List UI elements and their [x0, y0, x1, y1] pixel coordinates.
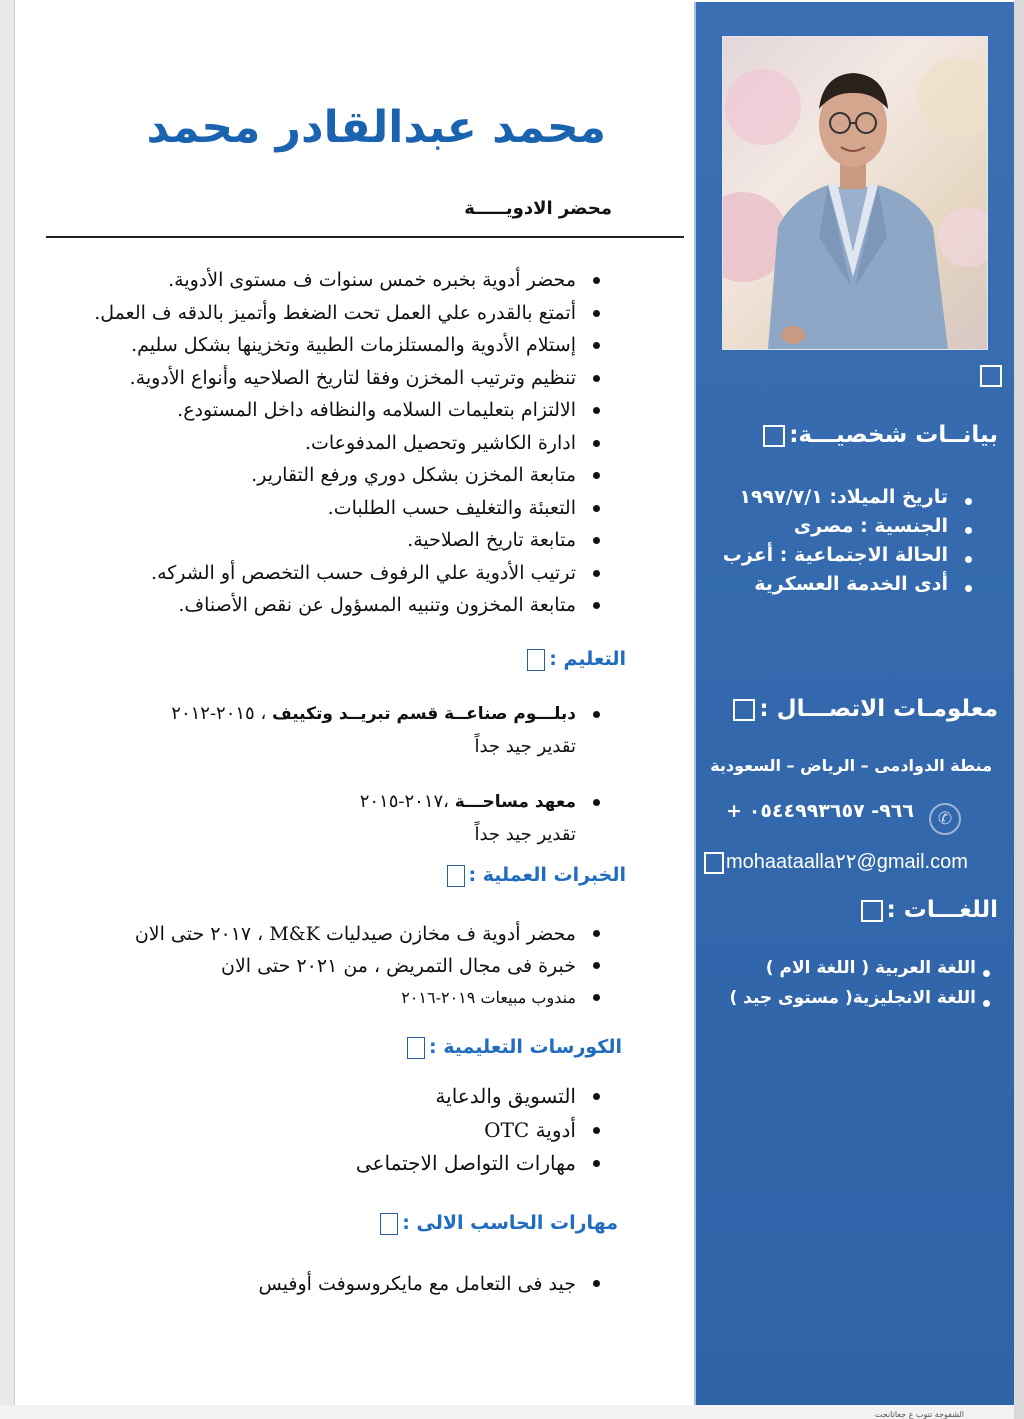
checkbox-icon: [704, 852, 724, 874]
contact-email[interactable]: mohaataalla٢٢@gmail.com: [726, 851, 968, 873]
personal-info-item: أدى الخدمة العسكرية: [723, 573, 974, 595]
computer-skills-list: [258, 1268, 606, 1300]
education-grade: تقدير جيد جداً: [474, 824, 576, 845]
profile-photo: [722, 36, 988, 350]
course-item: التسويق والدعاية: [356, 1080, 606, 1114]
page-edge: [0, 0, 15, 1419]
checkbox-icon: [527, 649, 545, 671]
summary-item: متابعة المخزن بشكل دوري ورفع التقارير.: [94, 459, 606, 492]
personal-info-item: تاريخ الميلاد: ١٩٩٧/٧/١: [723, 486, 974, 508]
phone-icon: ✆: [929, 803, 961, 835]
checkbox-icon: [733, 699, 755, 721]
summary-item: تنظيم وترتيب المخزن وفقا لتاريخ الصلاحيه وأنواع الأدوية.: [94, 362, 606, 395]
checkbox-icon: [980, 365, 1002, 387]
checkbox-icon: [447, 865, 465, 887]
checkbox-icon: [407, 1037, 425, 1059]
checkbox-icon: [861, 900, 883, 922]
education-item: [171, 698, 606, 786]
education-grade: تقدير جيد جداً: [474, 736, 576, 757]
person-name: محمد عبدالقادر محمد: [146, 102, 606, 153]
experience-heading: [447, 864, 627, 887]
education-degree: دبلـــوم صناعــة قسم تبريــد وتكييف: [271, 704, 576, 724]
languages-heading-text: اللغـــات :: [886, 897, 998, 923]
personal-info-item: الحالة الاجتماعية : أعزب: [723, 544, 974, 566]
experience-item: محضر أدوية ف مخازن صيدليات M&K ، ٢٠١٧ حتى الان: [135, 918, 606, 950]
education-degree: معهد مساحـــة: [454, 792, 576, 812]
summary-item: ترتيب الأدوية علي الرفوف حسب التخصص أو الشركه.: [94, 557, 606, 590]
personal-info-heading: [759, 422, 998, 448]
experience-heading-text: الخبرات العملية :: [468, 864, 626, 886]
experience-item: مندوب مبيعات ٢٠١٩-٢٠١٦: [135, 982, 606, 1014]
profile-photo-illustration: [723, 37, 987, 349]
footer-caption: الشفوجة تنوب ع جعاتانحت: [874, 1410, 964, 1419]
education-years: ،٢٠١٧-٢٠١٥: [359, 791, 449, 812]
contact-email-row: [704, 849, 968, 874]
checkbox-icon: [763, 425, 785, 447]
summary-item: ادارة الكاشير وتحصيل المدفوعات.: [94, 427, 606, 460]
education-heading-text: التعليم :: [549, 648, 626, 670]
job-title: محضر الادويـــــة: [464, 198, 612, 219]
education-heading: [527, 648, 626, 671]
courses-list: [356, 1080, 606, 1181]
page-footer: [0, 1405, 1024, 1419]
education-list: [171, 698, 606, 874]
computer-skill-item: جيد فى التعامل مع مايكروسوفت أوفيس: [258, 1268, 606, 1300]
contact-phone[interactable]: + ٩٦٦- ٠٥٤٤٩٩٣٦٥٧: [726, 800, 914, 822]
header-divider: [46, 236, 684, 238]
experience-list: [135, 918, 606, 1014]
education-years: ، ٢٠١٥-٢٠١٢: [171, 703, 267, 724]
education-item: [171, 786, 606, 874]
checkbox-icon: [380, 1213, 398, 1235]
summary-item: متابعة المخزون وتنبيه المسؤول عن نقص الأصناف.: [94, 589, 606, 622]
language-item: اللغة الانجليزية( مستوى جيد ): [729, 988, 992, 1008]
personal-info-item: الجنسية : مصرى: [723, 515, 974, 537]
course-item: أدوية OTC: [356, 1114, 606, 1148]
languages-heading: [857, 897, 998, 923]
summary-item: إستلام الأدوية والمستلزمات الطبية وتخزينها بشكل سليم.: [94, 329, 606, 362]
course-item: مهارات التواصل الاجتماعى: [356, 1147, 606, 1181]
personal-info-heading-text: بيانــات شخصيـــة:: [789, 422, 998, 448]
summary-item: التعبئة والتغليف حسب الطلبات.: [94, 492, 606, 525]
summary-item: متابعة تاريخ الصلاحية.: [94, 524, 606, 557]
contact-heading-text: معلومـات الاتصـــال :: [759, 696, 998, 722]
contact-heading: [729, 696, 998, 722]
language-item: اللغة العربية ( اللغة الام ): [729, 958, 992, 978]
languages-list: [729, 958, 992, 1015]
summary-item: أتمتع بالقدره علي العمل تحت الضغط وأتميز بالدقه ف العمل.: [94, 297, 606, 330]
personal-info-list: [723, 486, 974, 602]
summary-item: الالتزام بتعليمات السلامه والنظافه داخل المستودع.: [94, 394, 606, 427]
page-edge: [1014, 0, 1024, 1419]
courses-heading-text: الكورسات التعليمية :: [429, 1036, 622, 1058]
summary-item: محضر أدوية بخبره خمس سنوات ف مستوى الأدوية.: [94, 264, 606, 297]
computer-skills-heading-text: مهارات الحاسب الالى :: [402, 1212, 618, 1234]
contact-address: منطة الدوادمى – الرياض – السعودية: [710, 756, 992, 775]
computer-skills-heading: [380, 1212, 618, 1235]
courses-heading: [407, 1036, 622, 1059]
summary-list: [94, 264, 606, 622]
experience-item: خبرة فى مجال التمريض ، من ٢٠٢١ حتى الان: [135, 950, 606, 982]
